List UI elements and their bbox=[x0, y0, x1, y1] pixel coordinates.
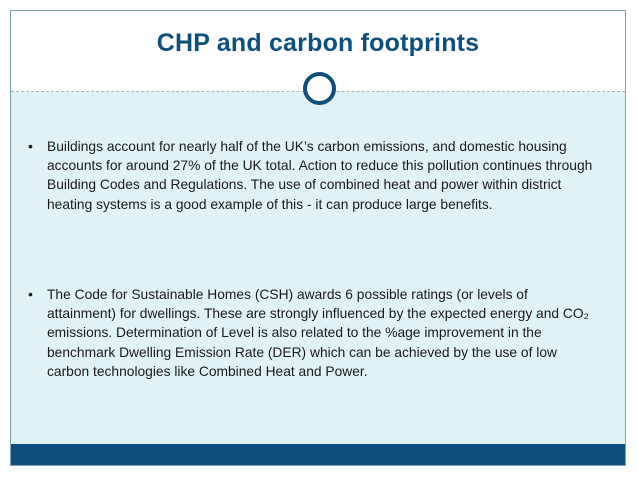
bullet-text: The Code for Sustainable Homes (CSH) awards 6 possible ratings (or levels of attainment) for dwellings. These are strongly influenced by the expected energy and CO₂ emissions. Determination of Level is also related to the %age improvement in the benchmark Dwelling Emission Rate (DER) which can be achieved by the use of low carbon technologies like Combined Heat and Power. bbox=[47, 287, 589, 379]
slide bbox=[10, 10, 626, 466]
bullet-marker: • bbox=[28, 138, 33, 154]
content-area bbox=[11, 92, 625, 446]
bullet-item bbox=[28, 137, 597, 214]
circle-ornament bbox=[303, 72, 336, 105]
slide-title: CHP and carbon footprints bbox=[156, 29, 480, 57]
bullet-item bbox=[28, 285, 597, 381]
bullet-text: Buildings account for nearly half of the UK’s carbon emissions, and domestic housing accounts for around 27% of the UK total. Action to reduce this pollution continues through Building Codes and Regulations. The use of combined heat and power within district heating systems is a good example of this - it can produce large benefits. bbox=[47, 139, 593, 212]
bullet-marker: • bbox=[28, 286, 33, 302]
footer-bar bbox=[11, 444, 625, 465]
